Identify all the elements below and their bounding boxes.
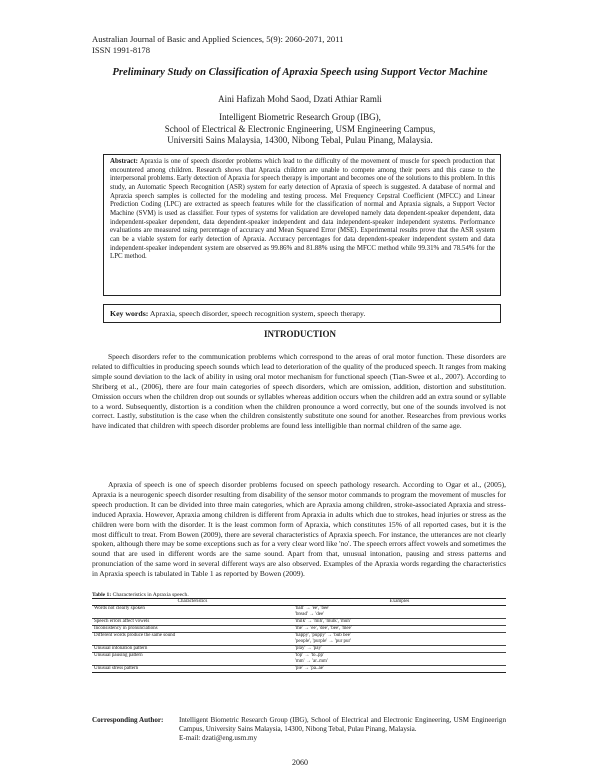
table-row: [92, 626, 506, 633]
table-cell-examples: [293, 653, 506, 666]
keywords-text: Apraxia, speech disorder, speech recognition system, speech therapy.: [149, 309, 366, 318]
abstract-label: Abstract:: [110, 158, 138, 165]
journal-citation: Australian Journal of Basic and Applied Sciences, 5(9): 2060-2071, 2011: [92, 34, 344, 44]
table-header-row: [92, 599, 506, 606]
section-heading: INTRODUCTION: [263, 329, 336, 339]
corresponding-author-details: [179, 716, 506, 743]
affiliation-line: Universiti Sains Malaysia, 14300, Nibong Tebal, Pulau Pinang, Malaysia.: [167, 135, 433, 146]
journal-issn: ISSN 1991-8178: [92, 44, 151, 55]
author-list: Aini Hafizah Mohd Saod, Dzati Athiar Ramli: [218, 94, 382, 104]
table-cell-examples: [293, 633, 506, 646]
table-cell-examples: [293, 606, 506, 619]
corresponding-author-email: E-mail: dzati@eng.usm.my: [179, 734, 258, 742]
table-cell-examples: [293, 626, 506, 633]
example-item: 'play' → 'pay': [295, 646, 322, 651]
table-row: [92, 653, 506, 666]
journal-reference: [92, 34, 343, 56]
table-cell-characteristic: Unusual pausing pattern: [92, 653, 293, 666]
example-item: 'people', 'purple' → 'pur pur': [295, 639, 352, 644]
example-item: 'top' → 'to..pp': [295, 653, 324, 658]
affiliation-line: Intelligent Biometric Research Group (IBG),: [219, 112, 381, 122]
example-item: 'me' → 'ee', 'dee', 'bee', 'mee': [295, 626, 352, 631]
table-row: [92, 606, 506, 619]
table-cell-characteristic: Speech errors affect vowels: [92, 619, 293, 626]
table-row: [92, 633, 506, 646]
body-paragraph: Speech disorders refer to the communication problems which correspond to the areas of oral motor function. These disorders are related to difficulties in producing speech sounds which lead to deterioration of the quality of the produced speech. It ranges from making simple sound deviation to the lack of ability in using oral motor mechanism for functional speech (Tian-Swee et al., 2007). According to Shriberg et al., (2006), there are four main categories of speech disorders, which are omission, addition, distortion and substitution. Omission occurs when the children drop out sounds or syllables whereas addition occurs when the children add an extra sound or syllable to a word. Subsequently, distortion is a condition when the children pronounce a word correctly, but one of the sounds involved is not correct. Lastly, substitution is the case when the children consistently substitute one sound for another. Researches from previous works have indicated that children with speech disorder problems are found less intelligible than normal children of the same age.: [92, 352, 506, 431]
affiliation-line: School of Electrical & Electronic Engineering, USM Engineering Campus,: [164, 123, 436, 134]
abstract-box: [103, 154, 501, 296]
table-row: [92, 646, 506, 653]
paper-title: Preliminary Study on Classification of Apraxia Speech using Support Vector Machine: [112, 67, 488, 78]
table-caption-label: Table 1:: [92, 592, 112, 598]
table-cell-examples: [293, 619, 506, 626]
example-item: 'bread' → 'dee': [295, 612, 325, 617]
characteristics-table: [92, 598, 506, 673]
table-cell-examples: [293, 666, 506, 673]
example-item: 'pie' → 'pa..ae': [295, 666, 324, 671]
table-caption-text: Characteristics in Apraxia speech.: [112, 592, 189, 598]
table-header-examples: Examples: [293, 599, 506, 606]
table-cell-characteristic: Different words produce the same sound: [92, 633, 293, 646]
table-row: [92, 619, 506, 626]
table-header-characteristics: Characteristics: [92, 599, 293, 606]
example-item: 'mm' → 'ar..mm': [295, 659, 328, 664]
table-cell-characteristic: Words not clearly spoken: [92, 606, 293, 619]
table-row: [92, 666, 506, 673]
example-item: 'milk' → 'mih', 'mulk', 'muh': [295, 619, 351, 624]
table-cell-characteristic: Unusual intonation pattern: [92, 646, 293, 653]
example-item: 'happy', 'puppy' → 'bub bee': [295, 633, 351, 638]
table-cell-characteristic: Unusual stress pattern: [92, 666, 293, 673]
keywords-label: Key words:: [110, 309, 149, 318]
table-cell-examples: [293, 646, 506, 653]
abstract-text: Apraxia is one of speech disorder problems which lead to the difficulty of the movement of muscle for speech production that encountered among children. Research shows that Apraxia children are unable to compete among their peers and this cause to the interpersonal problems. Early detection of Apraxia for speech therapy is important and becomes one of the solutions to this problem. In this study, an Automatic Speech Recognition (ASR) system for early detection of Apraxia of speech is suggested. A database of normal and Apraxia speech samples is collected for the modeling and testing process. Mel Frequency Cepstral Coefficient (MFCC) and Linear Prediction Coding (LPC) are extracted as speech features while for the classification of normal and Apraxia signals, a Support Vector Machine (SVM) is used as classifier. Four types of systems for validation are developed namely data dependent-speaker dependent, data independent-speaker dependent, data dependent-speaker independent and data independent-speaker independent systems. Performance evaluations are measured using percentage of accuracy and Mean Squared Error (MSE). Experimental results prove that the ASR system can be a viable system for early detection of Apraxia. Accuracy percentages for data dependent-speaker independent system and data independent-speaker independent system are observed as 99.86% and 81.88% using the MFCC method while 99.31% and 78.54% for the LPC method.: [110, 158, 496, 261]
keywords-box: [103, 304, 501, 323]
affiliation: [60, 112, 540, 147]
page-number: 2060: [292, 758, 308, 767]
corresponding-author-address: Intelligent Biometric Research Group (IBG), School of Electrical and Electronic Engineering, USM Engineerign Campus, University Sains Malaysia, 14300, Nibong Tebal, Pulau Pinang, Malaysia.: [179, 716, 506, 733]
body-paragraph: Apraxia of speech is one of speech disorder problems focused on speech pathology research. According to Ogar et al., (2005), Apraxia is a neurogenic speech disorder resulting from disability of the sensor motor commands to program the movement of muscles for speech production. It can be divided into three main categories, which are Apraxia among children, stroke-associated Apraxia and stress-induced Apraxia. However, Apraxia among children is different from Apraxia in adults which due to strokes, head injuries or stress as the children were born with the disorder. It is the least common form of Apraxia, which constitutes 15% of all reported cases, but it is the most difficult to treat. From Bowen (2009), there are several characteristics of Apraxia speech. For instance, the utterances are not clearly spoken, although there may be some exceptions such as for a very clear word like 'no'. The speech errors affect vowels and sometimes the sound that are used in different words are the same sound. Apart from that, unusual intonation, pausing and stress patterns and pronunciation of the same word in several different ways are also observed. Examples of the Apraxia words regarding the characteristics in Apraxia speech is tabulated in Table 1 as reported by Bowen (2009).: [92, 480, 506, 579]
table-cell-characteristic: Inconsistency in pronunciations: [92, 626, 293, 633]
example-item: 'ball' → 'ee', 'bee': [295, 606, 330, 611]
corresponding-author-label: Corresponding Author:: [92, 716, 164, 724]
